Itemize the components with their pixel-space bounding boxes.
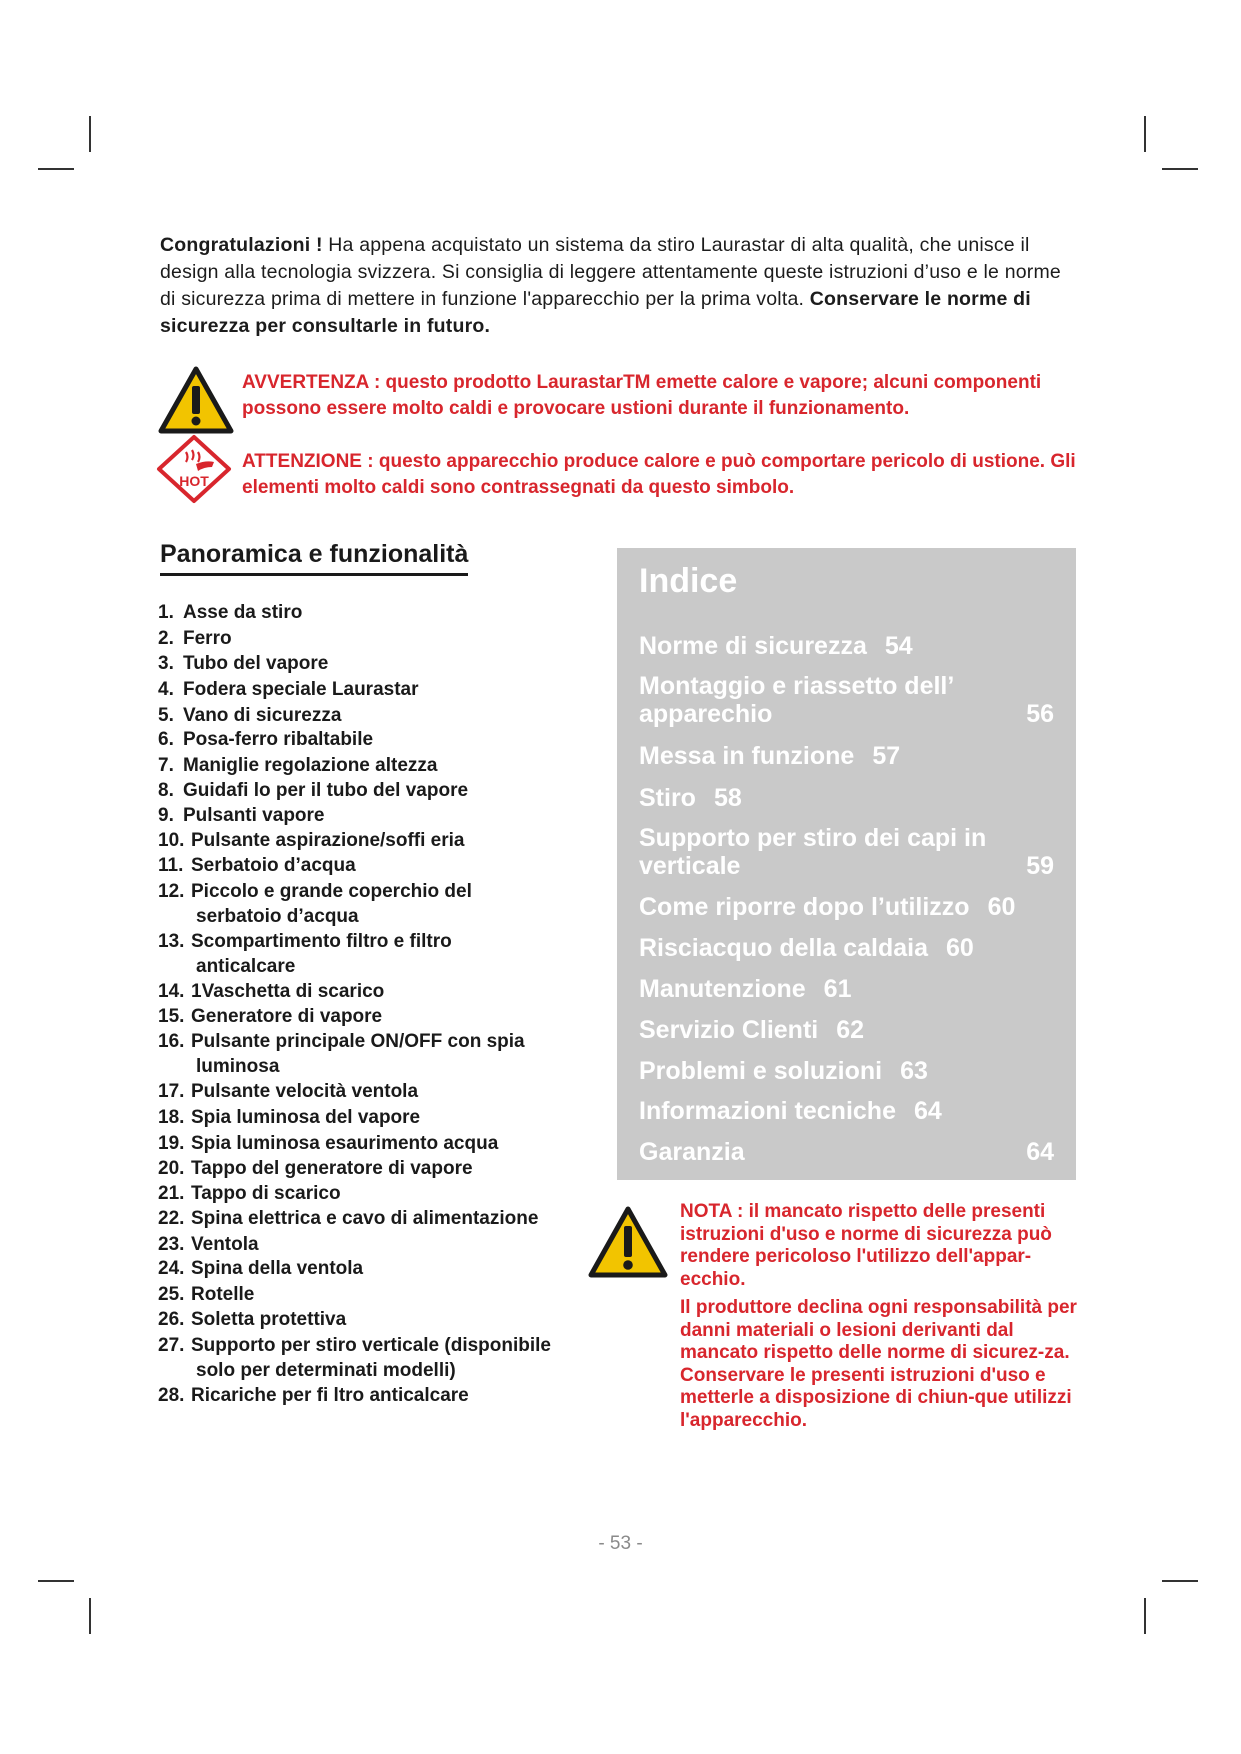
index-entry-page: 54 [884,632,913,660]
nota-paragraph-2: Il produttore declina ogni responsabilità per danni materiali o lesioni derivanti dal mancato rispetto delle norme di sicurez-za. Conservare le presenti istruzioni d'uso e metterle a disposizione di chiun-que utilizzi l'apparecchio. [680,1297,1077,1431]
overview-list-item [158,677,578,702]
overview-item-number: 27. [158,1335,185,1356]
overview-list-item [158,1307,578,1332]
index-entry-page: 63 [900,1057,928,1085]
index-entry-title: Problemi e soluzioni [639,1057,883,1085]
overview-item-number: 7. [158,755,174,776]
overview-item-text: Ventola [191,1234,259,1255]
overview-item-text: Spina elettrica e cavo di alimentazione [191,1208,539,1229]
index-entry[interactable] [639,1016,1054,1044]
overview-title: Panoramica e funzionalità [160,540,468,576]
intro-body: Ha appena acquistato un sistema da stiro Laurastar di alta qualità, che unisce il design alla tecnologia svizzera. Si consiglia di leggere attentamente queste istruzioni d’uso e le norme di sicurezza prima di mettere in funzione l'apparecchio per la prima volta. [160,234,1061,310]
overview-item-number: 11. [158,855,184,876]
overview-item-number: 28. [158,1385,185,1406]
avvertenza-text: AVVERTENZA : questo prodotto LaurastarTM emette calore e vapore; alcuni componenti possono essere molto caldi e provocare ustioni durante il funzionamento. [242,372,1042,419]
index-entry-page: 60 [946,934,974,962]
overview-item-text: Tubo del vapore [183,653,329,674]
overview-list-item [158,853,578,878]
overview-item-text: Pulsanti vapore [183,805,325,826]
overview-list-item [158,753,578,778]
overview-item-text: Maniglie regolazione altezza [183,755,438,776]
overview-item-number: 24. [158,1258,185,1279]
index-entry[interactable] [639,1097,1054,1125]
index-entry[interactable] [639,784,1054,812]
intro-paragraph [160,232,1080,340]
overview-list-item [158,651,578,676]
warning-triangle-icon [588,1206,668,1278]
overview-list-item [158,1256,578,1281]
overview-item-text: Supporto per stiro verticale (disponibile [191,1335,551,1356]
index-entry-title: Messa in funzione [639,742,855,770]
crop-mark [89,1598,91,1634]
overview-list-item [158,1105,578,1130]
overview-list-item [158,1079,578,1104]
index-entry[interactable] [639,1057,1054,1085]
index-entry-title: Supporto per stiro dei capi in [639,824,987,852]
overview-list-item [158,1181,578,1206]
overview-item-text: Fodera speciale Laurastar [183,679,419,700]
overview-list-item [158,1383,578,1408]
overview-item-number: 22. [158,1208,185,1229]
index-entry-title: Servizio Clienti [639,1016,819,1044]
overview-item-number: 14. [158,981,185,1002]
overview-item-text: Posa-ferro ribaltabile [183,729,374,750]
index-entry[interactable] [639,672,1054,728]
overview-item-number: 12. [158,881,185,902]
overview-item-text: Tappo del generatore di vapore [191,1158,473,1179]
index-entry-page: 57 [872,742,901,770]
index-entry-page: 64 [1026,1138,1054,1166]
overview-item-number: 10. [158,830,185,851]
crop-mark [1144,1598,1146,1634]
index-entry-title-continued: apparechio [639,700,773,728]
crop-mark [1162,168,1198,170]
index-entry[interactable] [639,824,1054,880]
index-entry-title: Informazioni tecniche [639,1097,896,1125]
index-entry[interactable] [639,632,1054,660]
overview-item-text: Spia luminosa esaurimento acqua [191,1133,499,1154]
overview-item-number: 5. [158,705,174,726]
index-entry-title: Manutenzione [639,975,806,1003]
hot-label: HOT [179,473,209,489]
overview-item-number: 17. [158,1081,185,1102]
overview-item-text-continued: luminosa [196,1056,280,1077]
index-entry-page: 58 [713,784,742,812]
index-entry-title: Risciacquo della caldaia [639,934,929,962]
overview-item-number: 2. [158,628,174,649]
index-entry[interactable] [639,975,1054,1003]
overview-item-text-continued: solo per determinati modelli) [196,1360,456,1381]
overview-item-number: 21. [158,1183,185,1204]
crop-mark [1144,116,1146,152]
overview-item-text: Spina della ventola [191,1258,364,1279]
index-entry-title: Norme di sicurezza [639,632,867,660]
overview-item-text: Scompartimento filtro e filtro [191,931,452,952]
overview-item-text: Vano di sicurezza [183,705,342,726]
index-entry[interactable] [639,742,1054,770]
overview-item-text: Ricariche per fi ltro anticalcare [191,1385,469,1406]
overview-list-item [158,600,578,625]
index-box [617,548,1076,1180]
overview-item-number: 9. [158,805,174,826]
overview-item-number: 1. [158,602,174,623]
overview-list-item [158,1131,578,1156]
hot-surface-icon [156,434,232,504]
intro-tail: Conservare le norme di sicurezza per consultarle in futuro. [160,288,1031,337]
index-entry-title: Garanzia [639,1138,745,1166]
index-entry-title: Come riporre dopo l’utilizzo [639,893,970,921]
overview-item-text: Pulsante aspirazione/soffi eria [191,830,465,851]
crop-mark [38,168,74,170]
overview-list-item [158,703,578,728]
overview-item-text-continued: serbatoio d’acqua [196,906,359,927]
crop-mark [38,1580,74,1582]
overview-item-text: Pulsante principale ON/OFF con spia [191,1031,525,1052]
overview-list-item [158,1029,578,1079]
overview-item-text: Pulsante velocità ventola [191,1081,419,1102]
overview-item-text: Guidafi lo per il tubo del vapore [183,780,469,801]
index-entry-page: 61 [823,975,852,1003]
index-title: Indice [639,562,738,600]
overview-item-text: Piccolo e grande coperchio del [191,881,472,902]
overview-item-text-continued: anticalcare [196,956,296,977]
overview-list-item [158,626,578,651]
overview-list-item [158,1333,578,1383]
crop-mark [1162,1580,1198,1582]
index-entry-page: 56 [1026,700,1054,728]
index-entry-page: 60 [987,893,1016,921]
overview-item-text: Ferro [183,628,232,649]
intro-lead: Congratulazioni ! [160,234,323,256]
overview-item-number: 23. [158,1234,185,1255]
overview-item-number: 8. [158,780,174,801]
overview-item-number: 19. [158,1133,185,1154]
overview-item-number: 15. [158,1006,185,1027]
overview-item-text: Tappo di scarico [191,1183,341,1204]
index-entry[interactable] [639,893,1054,921]
overview-item-number: 26. [158,1309,185,1330]
index-entry-title-continued: verticale [639,852,741,880]
overview-item-number: 18. [158,1107,185,1128]
index-entry-title: Stiro [639,784,696,812]
overview-list-item [158,1206,578,1231]
overview-list-item [158,1004,578,1029]
overview-list-item [158,979,578,1004]
index-entry-page: 62 [836,1016,865,1044]
overview-item-text: Soletta protettiva [191,1309,347,1330]
index-entry-page: 59 [1026,852,1054,880]
overview-item-number: 4. [158,679,174,700]
warning-triangle-icon [158,366,234,434]
overview-item-text: 1Vaschetta di scarico [191,981,385,1002]
overview-item-text: Generatore di vapore [191,1006,383,1027]
index-entry-title: Montaggio e riassetto dell’ [639,672,955,700]
overview-list-item [158,1156,578,1181]
nota-paragraph-1: NOTA : il mancato rispetto delle presenti istruzioni d'uso e norme di sicurezza può rendere pericoloso l'utilizzo dell'appar-ecchio. [680,1201,1052,1290]
overview-item-number: 3. [158,653,174,674]
index-entry[interactable] [639,934,1054,962]
overview-item-text: Rotelle [191,1284,255,1305]
overview-list-item [158,803,578,828]
overview-item-number: 20. [158,1158,185,1179]
overview-item-text: Spia luminosa del vapore [191,1107,421,1128]
overview-item-number: 16. [158,1031,185,1052]
overview-item-number: 6. [158,729,174,750]
index-entry[interactable] [639,1138,1054,1166]
overview-list-item [158,1232,578,1257]
overview-list-item [158,879,578,929]
overview-list-item [158,1282,578,1307]
attenzione-text: ATTENZIONE : questo apparecchio produce calore e può comportare pericolo di ustione. Gli elementi molto caldi sono contrassegnati da questo simbolo. [242,451,1076,498]
overview-item-number: 13. [158,931,185,952]
overview-item-text: Asse da stiro [183,602,303,623]
overview-list-item [158,778,578,803]
page-number: - 53 - [598,1533,643,1554]
overview-item-number: 25. [158,1284,185,1305]
crop-mark [89,116,91,152]
overview-list-item [158,929,578,979]
overview-list-item [158,828,578,853]
overview-list-item [158,727,578,752]
index-entry-page: 64 [913,1097,942,1125]
overview-item-text: Serbatoio d’acqua [191,855,356,876]
